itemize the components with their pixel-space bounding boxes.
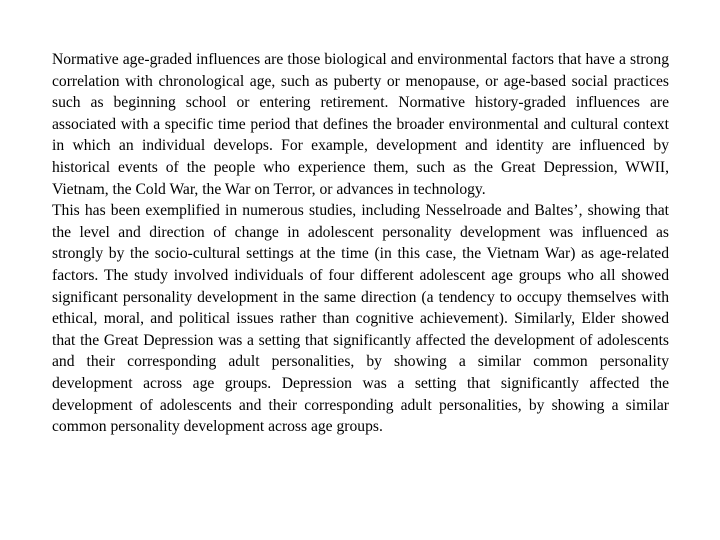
paragraph-studies-example: This has been exemplified in numerous studies, including Nesselroade and Baltes’, showing that the level and direction of change in adolescent personality development was influenced as strongly by the socio-cultural settings at the time (in this case, the Vietnam War) as age-related factors. The study involved individuals of four different adolescent age groups who all showed significant personality development in the same direction (a tendency to occupy themselves with ethical, moral, and political issues rather than cognitive achievement). Similarly, Elder showed that the Great Depression was a setting that significantly affected the development of adolescents and their corresponding adult personalities, by showing a similar common personality development across age groups. Depression was a setting that significantly affected the development of adolescents and their corresponding adult personalities, by showing a similar common personality development across age groups. — [52, 202, 669, 436]
body-text — [52, 49, 669, 438]
paragraph-normative-influences: Normative age-graded influences are those biological and environmental factors that have a strong correlation with chronological age, such as puberty or menopause, or age-based social practices such as beginning school or entering retirement. Normative history-graded influences are associated with a specific time period that defines the broader environmental and cultural context in which an individual develops. For example, development and identity are influenced by historical events of the people who experience them, such as the Great Depression, WWII, Vietnam, the Cold War, the War on Terror, or advances in technology. — [52, 51, 669, 198]
